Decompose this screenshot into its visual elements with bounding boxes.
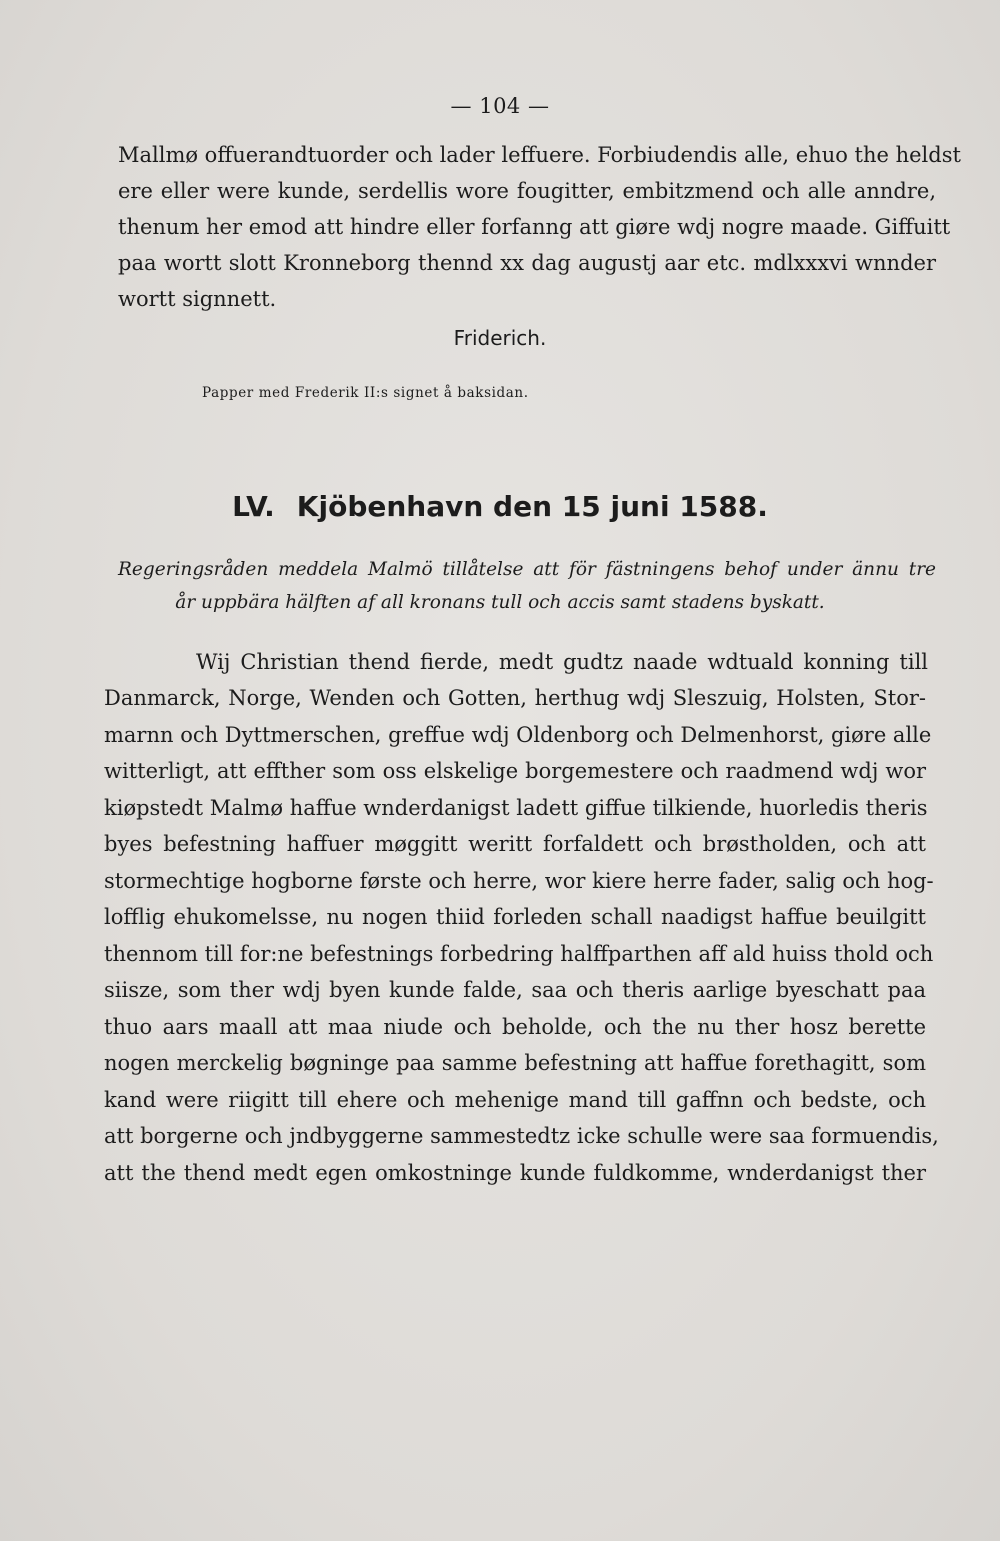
body-line: marnn och Dyttmerschen, greffue wdj Oldenborg och Delmenhorst, giøre alle: [104, 723, 932, 747]
text-line: thenum her emod att hindre eller forfanng att giøre wdj nogre maade. Giffuitt: [118, 215, 951, 239]
editorial-note: Papper med Frederik II:s signet å baksidan.: [202, 385, 529, 401]
document-number: LV.: [232, 490, 275, 523]
text-line: paa wortt slott Kronneborg thennd xx dag augustj aar etc. mdlxxxvi wnnder: [118, 251, 936, 275]
text-line: wortt signnett.: [118, 287, 277, 311]
text-line: Mallmø offuerandtuorder och lader leffuere. Forbiudendis alle, ehuo the heldst: [118, 143, 961, 167]
summary-line: Regeringsråden meddela Malmö tillåtelse att för fästningens behof under ännu tre: [118, 559, 936, 580]
text-line: ere eller were kunde, serdellis wore fougitter, embitzmend och alle anndre,: [118, 179, 936, 203]
body-line: thuo aars maall att maa niude och beholde, och the nu ther hosz berette: [104, 1015, 926, 1039]
body-line: kand were riigitt till ehere och mehenige mand till gaffnn och bedste, och: [104, 1088, 926, 1112]
body-line: siisze, som ther wdj byen kunde falde, saa och theris aarlige byeschatt paa: [104, 978, 926, 1002]
body-line: byes befestning haffuer møggitt weritt forfaldett och brøstholden, och att: [104, 832, 926, 856]
summary-line: år uppbära hälften af all kronans tull och accis samt stadens byskatt.: [175, 592, 825, 613]
document-title: Kjöbenhavn den 15 juni 1588.: [296, 490, 768, 523]
signature: Friderich.: [453, 326, 547, 350]
body-line: att borgerne och jndbyggerne sammestedtz icke schulle were saa formuendis,: [104, 1124, 939, 1148]
body-line: Wij Christian thend fierde, medt gudtz naade wdtuald konning till: [196, 650, 928, 674]
body-line: thennom till for:ne befestnings forbedring halffparthen aff ald huiss thold och: [104, 942, 934, 966]
body-line: stormechtige hogborne første och herre, wor kiere herre fader, salig och hog-: [104, 869, 934, 893]
body-line: Danmarck, Norge, Wenden och Gotten, herthug wdj Sleszuig, Holsten, Stor-: [104, 686, 926, 710]
body-line: nogen merckelig bøgninge paa samme befestning att haffue forethagitt, som: [104, 1051, 926, 1075]
document-heading: [0, 490, 1000, 523]
body-line: kiøpstedt Malmø haffue wnderdanigst ladett giffue tilkiende, huorledis theris: [104, 796, 928, 820]
body-line: witterligt, att effther som oss elskelige borgemestere och raadmend wdj wor: [104, 759, 926, 783]
body-line: lofflig ehukomelsse, nu nogen thiid forleden schall naadigst haffue beuilgitt: [104, 905, 926, 929]
page-number: — 104 —: [450, 94, 550, 118]
body-line: att the thend medt egen omkostninge kunde fuldkomme, wnderdanigst ther: [104, 1161, 926, 1185]
